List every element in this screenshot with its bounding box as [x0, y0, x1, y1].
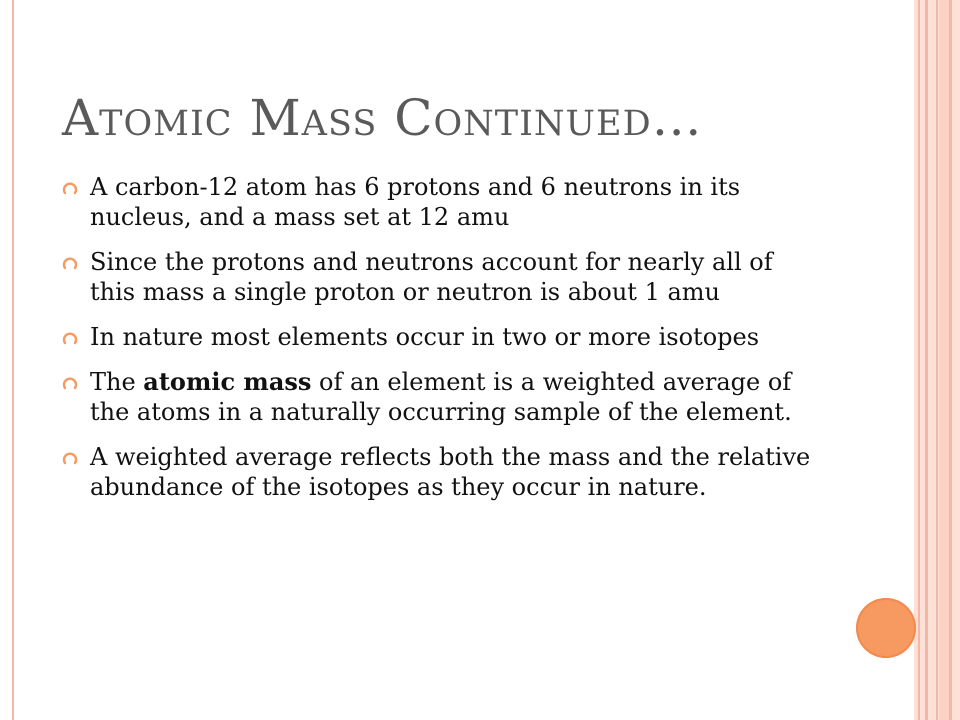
bullet-item [62, 322, 822, 352]
slide-title: Atomic Mass Continued… [62, 89, 703, 147]
bullet-text: A weighted average reflects both the mass and the relative abundance of the isotopes as they occur in nature. [90, 443, 811, 501]
bullet-text: In nature most elements occur in two or more isotopes [90, 323, 760, 351]
bullet-text-after: of an element is a weighted average of the atoms in a naturally occurring sample of the element. [90, 368, 792, 426]
ring-bullet-icon [62, 180, 78, 196]
orange-circle-icon [856, 598, 916, 658]
bullet-text-before: The [90, 368, 144, 396]
left-border-line [12, 0, 14, 720]
band-stripe [918, 0, 920, 720]
bullet-item [62, 172, 822, 232]
bullet-list [62, 172, 822, 517]
right-decorative-band [914, 0, 960, 720]
band-stripe [949, 0, 952, 720]
bullet-item [62, 367, 822, 427]
bullet-text: A carbon-12 atom has 6 protons and 6 neutrons in its nucleus, and a mass set at 12 amu [90, 173, 741, 231]
ring-bullet-icon [62, 450, 78, 466]
bullet-item [62, 247, 822, 307]
band-inner-strip [939, 0, 949, 720]
ring-bullet-icon [62, 255, 78, 271]
ring-bullet-icon [62, 375, 78, 391]
bold-term: atomic mass [143, 367, 312, 396]
bullet-text: Since the protons and neutrons account for nearly all of this mass a single proton or neutron is about 1 amu [90, 248, 773, 306]
band-stripe [936, 0, 938, 720]
band-stripe [925, 0, 928, 720]
bullet-item [62, 442, 822, 502]
ring-bullet-icon [62, 330, 78, 346]
